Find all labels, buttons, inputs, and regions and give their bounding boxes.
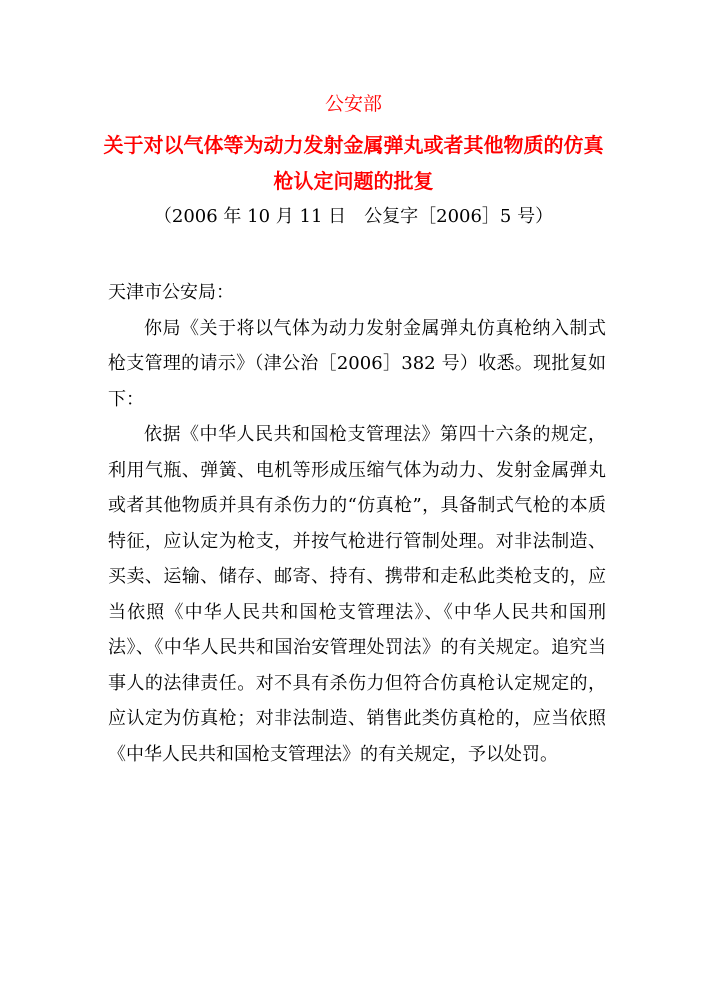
body-paragraph-2: 依据《中华人民共和国枪支管理法》第四十六条的规定，利用气瓶、弹簧、电机等形成压缩气体为动力、发射金属弹丸或者其他物质并具有杀伤力的“仿真枪”，具备制式气枪的本质特征，应认定为枪支，并按气枪进行管制处理。对非法制造、买卖、运输、储存、邮寄、持有、携带和走私此类枪支的，应当依照《中华人民共和国枪支管理法》、《中华人民共和国刑法》、《中华人民共和国治安管理处罚法》的有关规定。追究当事人的法律责任。对不具有杀伤力但符合仿真枪认定规定的，应认定为仿真枪；对非法制造、销售此类仿真枪的，应当依照《中华人民共和国枪支管理法》的有关规定，予以处罚。 <box>108 424 606 765</box>
body-paragraph-1: 你局《关于将以气体为动力发射金属弹丸仿真枪纳入制式枪支管理的请示》（津公治［2006］382 号）收悉。现批复如下： <box>108 317 606 410</box>
document-title-line-2: 枪认定问题的批复 <box>273 169 434 193</box>
document-title-line-1: 关于对以气体等为动力发射金属弹丸或者其他物质的仿真 <box>103 133 604 157</box>
document-date-reference: （2006 年 10 月 11 日 公复字［2006］5 号） <box>153 206 554 227</box>
addressee: 天津市公安局： <box>108 282 234 303</box>
issuer-heading: 公安部 <box>324 93 382 115</box>
document-body <box>108 275 606 772</box>
document-title <box>0 127 707 199</box>
